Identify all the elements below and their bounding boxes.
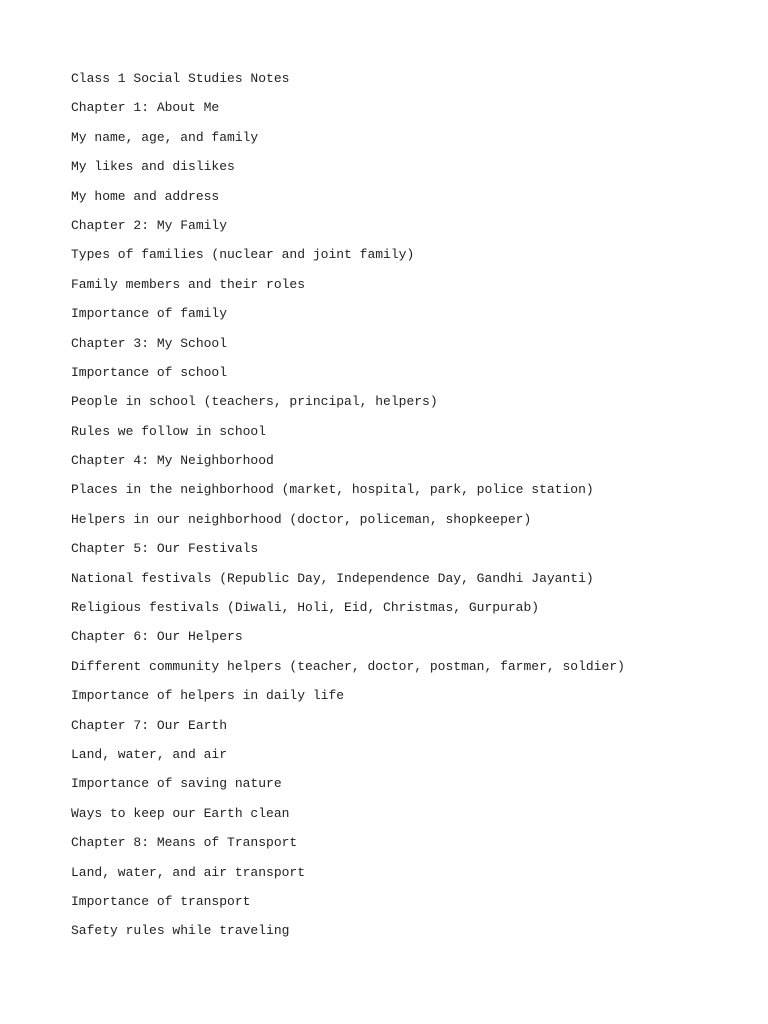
text-line: Importance of school (71, 364, 228, 380)
chapter-heading-3: Chapter 3: My School (71, 335, 228, 351)
text-line: Family members and their roles (71, 276, 306, 292)
text-line: My name, age, and family (71, 129, 259, 145)
document-title: Class 1 Social Studies Notes (71, 71, 290, 86)
text-line: Importance of transport (71, 893, 251, 909)
text-line: My home and address (71, 188, 220, 204)
text-line: Land, water, and air (71, 746, 228, 762)
chapter-heading-2: Chapter 2: My Family (71, 217, 228, 233)
chapter-heading-5: Chapter 5: Our Festivals (71, 541, 259, 557)
chapter-heading-6: Chapter 6: Our Helpers (71, 629, 243, 645)
chapter-heading-7: Chapter 7: Our Earth (71, 717, 228, 733)
chapter-heading-8: Chapter 8: Means of Transport (71, 835, 298, 851)
document-page (71, 70, 751, 952)
text-line: Importance of family (71, 306, 228, 322)
chapter-heading-1: Chapter 1: About Me (71, 100, 220, 116)
text-line: My likes and dislikes (71, 159, 235, 175)
text-line: Rules we follow in school (71, 423, 267, 439)
text-line: Types of families (nuclear and joint family) (71, 247, 415, 263)
text-line: People in school (teachers, principal, helpers) (71, 394, 438, 410)
chapter-heading-4: Chapter 4: My Neighborhood (71, 453, 274, 469)
text-line: Ways to keep our Earth clean (71, 805, 290, 821)
text-line: Helpers in our neighborhood (doctor, policeman, shopkeeper) (71, 511, 532, 527)
text-line: Religious festivals (Diwali, Holi, Eid, Christmas, Gurpurab) (71, 600, 540, 616)
text-line: Different community helpers (teacher, doctor, postman, farmer, soldier) (71, 658, 625, 674)
text-line: Places in the neighborhood (market, hospital, park, police station) (71, 482, 594, 498)
text-line: Importance of helpers in daily life (71, 688, 345, 704)
text-line: Safety rules while traveling (71, 923, 290, 939)
text-line: Importance of saving nature (71, 776, 282, 792)
text-line: Land, water, and air transport (71, 864, 306, 880)
text-line: National festivals (Republic Day, Independence Day, Gandhi Jayanti) (71, 570, 594, 586)
